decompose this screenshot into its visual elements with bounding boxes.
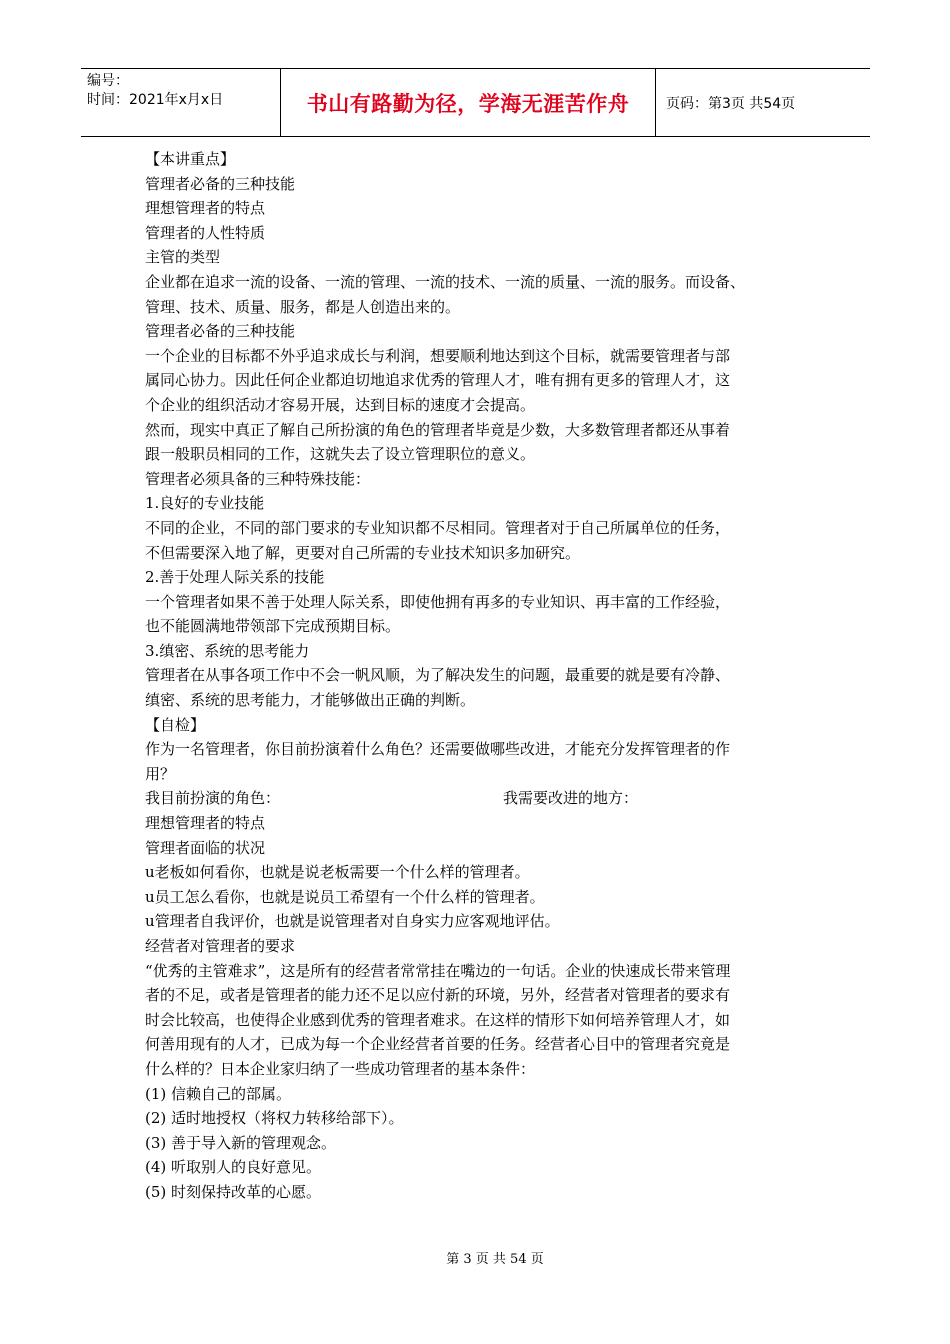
body-line: 【自检】 bbox=[145, 715, 206, 734]
body-line: (4) 听取别人的良好意见。 bbox=[145, 1158, 322, 1177]
body-line: 1.良好的专业技能 bbox=[145, 494, 265, 513]
body-line: 管理者的人性特质 bbox=[145, 223, 266, 242]
body-line: 管理者必备的三种技能 bbox=[145, 322, 296, 341]
body-line: 主管的类型 bbox=[145, 248, 221, 267]
body-line: u员工怎么看你，也就是说员工希望有一个什么样的管理者。 bbox=[145, 887, 545, 906]
body-line: u老板如何看你，也就是说老板需要一个什么样的管理者。 bbox=[145, 863, 530, 882]
body-line: 属同心协力。因此任何企业都迫切地追求优秀的管理人才，唯有拥有更多的管理人才，这 bbox=[145, 371, 731, 390]
body-line: 3.缜密、系统的思考能力 bbox=[145, 641, 310, 660]
body-line: u管理者自我评价，也就是说管理者对自身实力应客观地评估。 bbox=[145, 912, 560, 931]
body-line: 何善用现有的人才，已成为每一个企业经营者首要的任务。经营者心目中的管理者究竟是 bbox=[145, 1035, 731, 1054]
body-line: 然而，现实中真正了解自己所扮演的角色的管理者毕竟是少数，大多数管理者都还从事着 bbox=[145, 420, 731, 439]
motto-text: 书山有路勤为径，学海无涯苦作舟 bbox=[306, 91, 630, 116]
body-line: 不同的企业，不同的部门要求的专业知识都不尽相同。管理者对于自己所属单位的任务， bbox=[145, 518, 731, 537]
body-line: 理想管理者的特点 bbox=[145, 814, 266, 833]
body-line: (2) 适时地授权（将权力转移给部下）。 bbox=[145, 1109, 404, 1128]
body-line: 缜密、系统的思考能力，才能够做出正确的判断。 bbox=[145, 691, 476, 710]
body-line: 什么样的？日本企业家归纳了一些成功管理者的基本条件： bbox=[145, 1059, 536, 1078]
code-label: 编号： bbox=[87, 73, 129, 89]
body-line: (1) 信赖自己的部属。 bbox=[145, 1084, 292, 1103]
body-line: 时会比较高，也使得企业感到优秀的管理者难求。在这样的情形下如何培养管理人才，如 bbox=[145, 1010, 731, 1029]
body-line: 管理者在从事各项工作中不会一帆风顺，为了解决发生的问题，最重要的就是要有冷静、 bbox=[145, 666, 731, 685]
header-motto-cell bbox=[281, 69, 656, 136]
body-line: 管理者必备的三种技能 bbox=[145, 174, 296, 193]
page-header bbox=[81, 68, 870, 137]
body-line: 理想管理者的特点 bbox=[145, 199, 266, 218]
body-line: 经营者对管理者的要求 bbox=[145, 937, 296, 955]
body-line: (3) 善于导入新的管理观念。 bbox=[145, 1133, 337, 1152]
page-footer bbox=[0, 1248, 950, 1267]
body-line: 作为一名管理者，你目前扮演着什么角色？还需要做哪些改进，才能充分发挥管理者的作 bbox=[145, 740, 731, 759]
body-line: 不但需要深入地了解，更要对自己所需的专业技术知识多加研究。 bbox=[145, 543, 581, 562]
body-line: 【本讲重点】 bbox=[145, 150, 236, 168]
body-line: 一个企业的目标都不外乎追求成长与利润，想要顺利地达到这个目标，就需要管理者与部 bbox=[145, 346, 731, 365]
header-page-cell bbox=[656, 69, 870, 136]
body-line: 用？ bbox=[145, 764, 176, 783]
body-line: 也不能圆满地带领部下完成预期目标。 bbox=[145, 617, 401, 636]
page-info: 页码：第3页 共54页 bbox=[666, 95, 796, 112]
body-line: 管理者面临的状况 bbox=[145, 838, 266, 857]
body-line: 一个管理者如果不善于处理人际关系，即使他拥有再多的专业知识、再丰富的工作经验， bbox=[145, 592, 731, 611]
body-line: 管理者必须具备的三种特殊技能： bbox=[145, 469, 371, 488]
body-line: “优秀的主管难求”，这是所有的经营者常常挂在嘴边的一句话。企业的快速成长带来管理 bbox=[145, 961, 731, 980]
header-left-cell bbox=[81, 69, 281, 136]
body-line: 跟一般职员相同的工作，这就失去了设立管理职位的意义。 bbox=[145, 445, 536, 464]
body-line: 者的不足，或者是管理者的能力还不足以应付新的环境，另外，经营者对管理者的要求有 bbox=[145, 986, 731, 1005]
document-body bbox=[145, 147, 815, 1205]
body-line: 管理、技术、质量、服务，都是人创造出来的。 bbox=[145, 297, 461, 316]
body-line: 企业都在追求一流的设备、一流的管理、一流的技术、一流的质量、一流的服务。而设备、 bbox=[145, 272, 746, 291]
body-line: 2.善于处理人际关系的技能 bbox=[145, 568, 325, 587]
body-line: 个企业的组织活动才容易开展，达到目标的速度才会提高。 bbox=[145, 395, 536, 414]
date-label: 时间：2021年x月x日 bbox=[87, 92, 224, 108]
selfcheck-row bbox=[145, 786, 815, 811]
selfcheck-improve: 我需要改进的地方： bbox=[503, 789, 639, 808]
body-line: (5) 时刻保持改革的心愿。 bbox=[145, 1182, 322, 1201]
selfcheck-role: 我目前扮演的角色： bbox=[145, 789, 281, 808]
footer-page-number: 第 3 页 共 54 页 bbox=[446, 1252, 544, 1267]
